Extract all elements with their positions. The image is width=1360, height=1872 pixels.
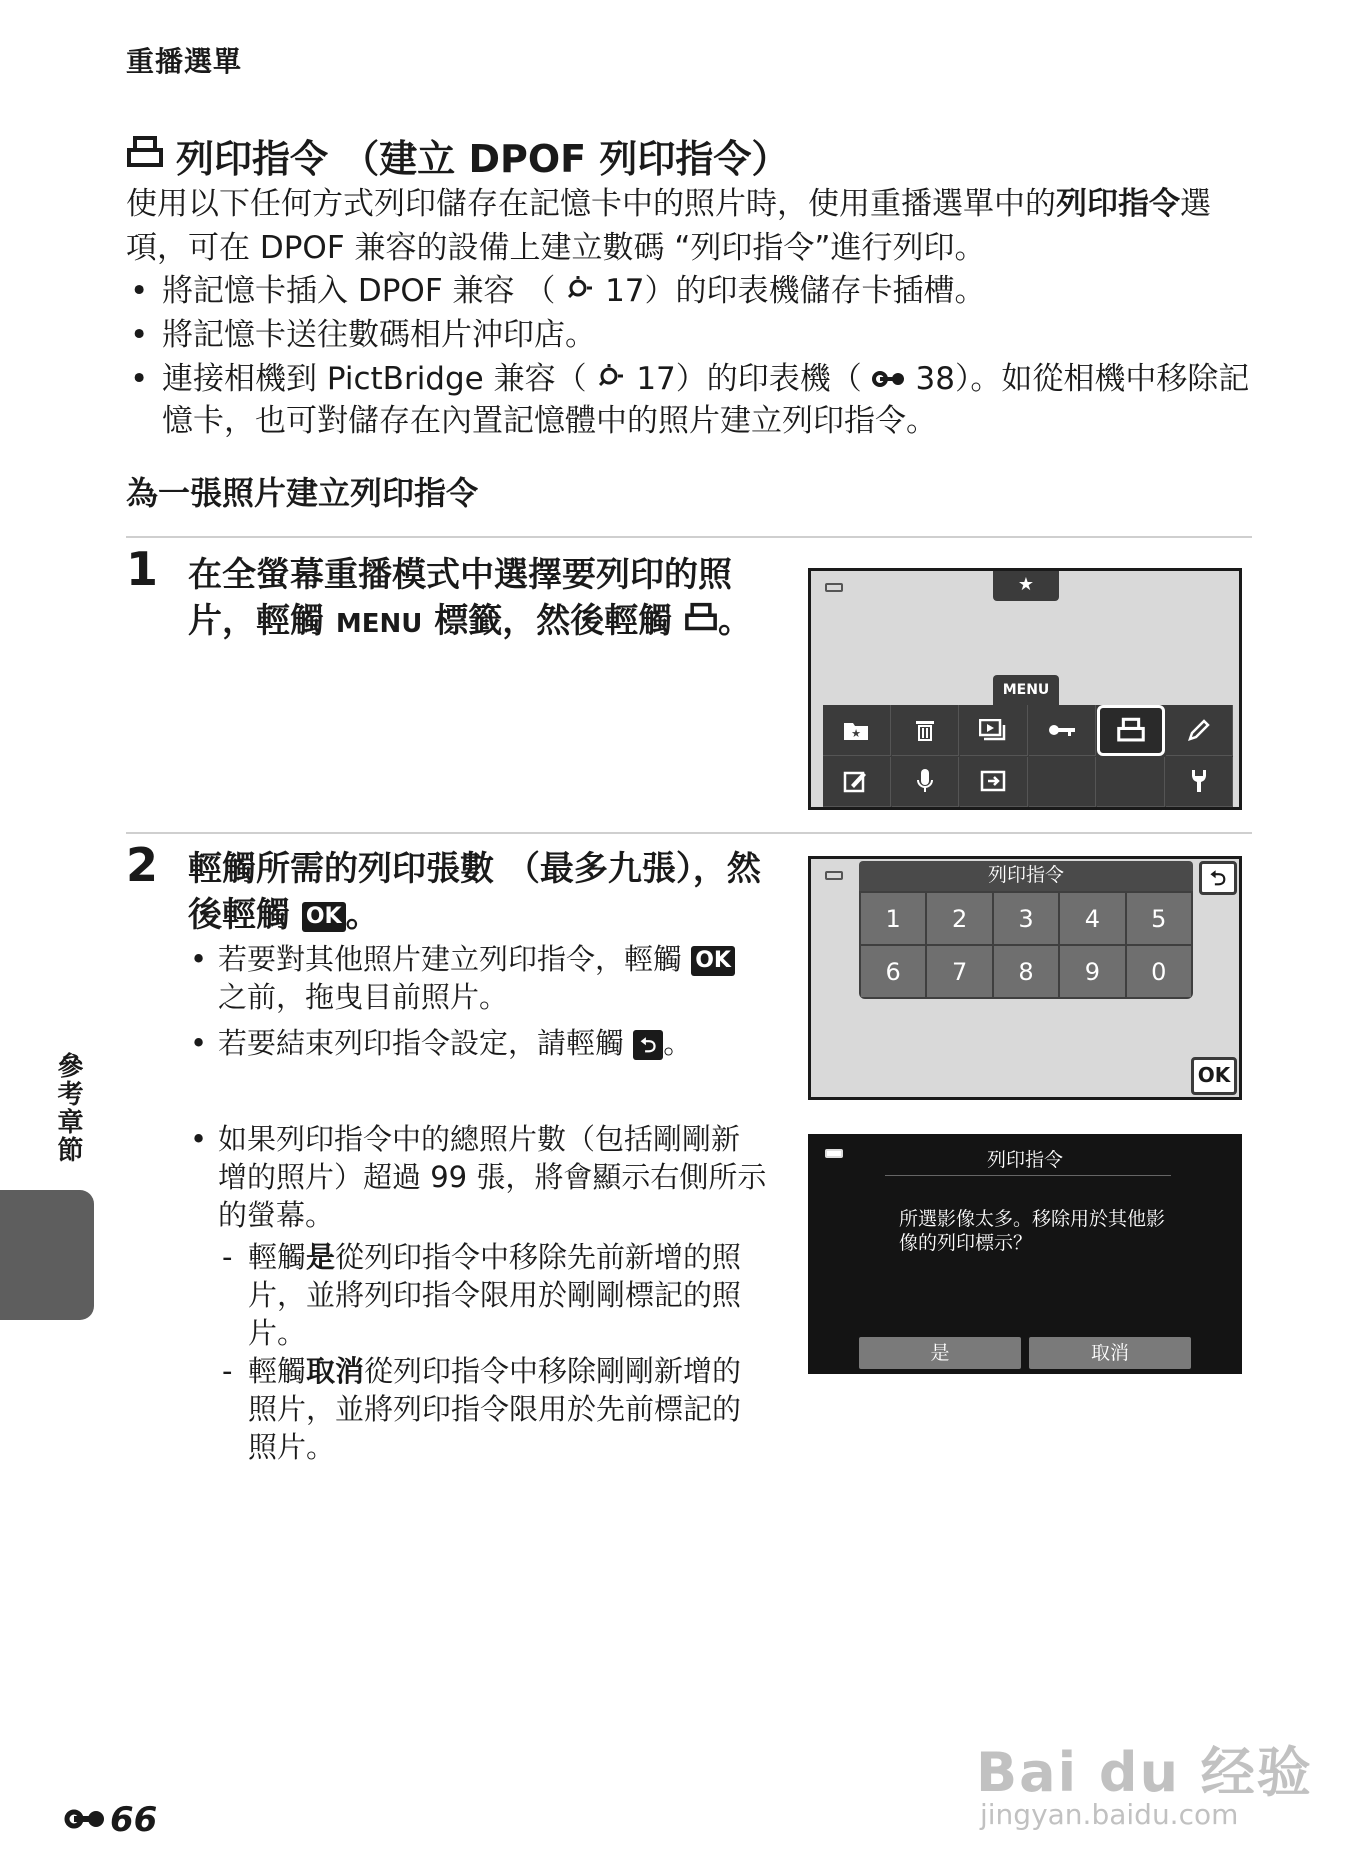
- step-text: 。: [718, 601, 753, 641]
- option-text: 輕觸: [248, 1240, 307, 1274]
- protect-icon[interactable]: [1029, 705, 1097, 756]
- watermark-brand: Bai du 经验: [976, 1741, 1313, 1804]
- list-item: [188, 1120, 768, 1466]
- divider: [885, 1175, 1171, 1176]
- intro-paragraph: [126, 182, 1256, 270]
- list-item: [218, 1238, 768, 1352]
- back-button[interactable]: ⮌: [1199, 861, 1237, 895]
- note-text: 若要結束列印指令設定，請輕觸: [218, 1026, 634, 1060]
- overflow-note: [188, 1120, 768, 1474]
- bullet-text: 將記憶卡插入 DPOF 兼容 （: [162, 273, 556, 309]
- empty-slot: [1097, 757, 1165, 808]
- yes-button[interactable]: 是: [859, 1337, 1021, 1369]
- key-6[interactable]: 6: [861, 946, 925, 997]
- bullet-text: 將記憶卡送往數碼相片沖印店。: [162, 317, 596, 353]
- number-keypad: [859, 891, 1193, 999]
- step-2-text: [188, 846, 778, 938]
- battery-icon: [825, 871, 843, 880]
- step-text: 在全螢幕重播模式中選擇要列印的照片，輕觸: [188, 555, 732, 641]
- option-text: 輕觸: [248, 1354, 307, 1388]
- chapter-label: 參考章節: [53, 1052, 83, 1164]
- option-text: 從列印指令中移除剛剛新增的照片，並將列印指令限用於先前標記的照片。: [248, 1354, 742, 1464]
- note-text: 之前，拖曳目前照片。: [218, 980, 509, 1014]
- step-number: 1: [126, 542, 159, 596]
- subheading: 為一張照片建立列印指令: [126, 474, 479, 512]
- title-text: 列印指令 （建立 DPOF 列印指令）: [176, 137, 790, 181]
- chapter-tab: [0, 1190, 94, 1320]
- slideshow-icon[interactable]: [960, 705, 1028, 756]
- dialog-message: 所選影像太多。移除用於其他影像的列印標示？: [899, 1208, 1166, 1254]
- page-ref: 38: [915, 361, 955, 397]
- key-5[interactable]: 5: [1127, 893, 1191, 944]
- page-number-text: 66: [110, 1800, 158, 1840]
- intro-bold: 列印指令: [1056, 186, 1180, 222]
- back-icon: ⮌: [633, 1030, 663, 1060]
- method-list: [126, 270, 1256, 444]
- divider: [126, 832, 1252, 834]
- voice-memo-edit-icon[interactable]: [823, 757, 891, 808]
- note-text: 。: [663, 1026, 693, 1060]
- ok-button[interactable]: OK: [1191, 1057, 1237, 1095]
- copy-icon[interactable]: [960, 757, 1028, 808]
- favorite-icon[interactable]: [823, 705, 891, 756]
- step-2-notes: [188, 940, 768, 1070]
- reference-icon: [587, 361, 637, 397]
- menu-tab[interactable]: MENU: [993, 675, 1059, 705]
- list-item: [218, 1352, 768, 1466]
- option-list: [218, 1238, 768, 1466]
- ok-icon: OK: [691, 946, 735, 976]
- reference-icon: [555, 273, 605, 309]
- option-bold: 取消: [306, 1354, 365, 1388]
- list-item: [126, 270, 1256, 312]
- menu-icon-grid: [823, 705, 1233, 807]
- print-order-icon: [684, 601, 718, 641]
- bullet-text: ）的印表機（: [675, 361, 862, 397]
- too-many-images-dialog: [808, 1134, 1242, 1374]
- dialog-title: 列印指令: [986, 1149, 1063, 1171]
- key-9[interactable]: 9: [1060, 946, 1124, 997]
- bullet-text: ）的印表機儲存卡插槽。: [644, 273, 986, 309]
- list-item: [126, 314, 1256, 356]
- watermark-url: jingyan.baidu.com: [980, 1798, 1239, 1831]
- reference-section-icon: [862, 361, 916, 397]
- step-number: 2: [126, 838, 159, 892]
- battery-icon: [825, 583, 843, 592]
- key-8[interactable]: 8: [994, 946, 1058, 997]
- divider: [126, 536, 1252, 538]
- intro-text-2: 選項，可在 DPOF 兼容的設備上建立數碼 “列印指令”進行列印。: [126, 186, 1211, 266]
- playback-menu-screen: [808, 568, 1242, 810]
- intro-text-1: 使用以下任何方式列印儲存在記憶卡中的照片時，使用重播選單中的: [126, 186, 1056, 222]
- list-item: [188, 1024, 768, 1062]
- bullet-text: 連接相機到 PictBridge 兼容（: [162, 361, 587, 397]
- list-item: [126, 358, 1256, 442]
- setup-wrench-icon[interactable]: [1166, 757, 1234, 808]
- key-2[interactable]: 2: [927, 893, 991, 944]
- key-1[interactable]: 1: [861, 893, 925, 944]
- page-number: [64, 1800, 157, 1840]
- print-order-icon: [126, 134, 164, 178]
- ok-icon: OK: [302, 902, 346, 932]
- key-3[interactable]: 3: [994, 893, 1058, 944]
- step-1-text: [188, 552, 778, 647]
- print-order-icon[interactable]: [1097, 705, 1165, 756]
- cancel-button[interactable]: 取消: [1029, 1337, 1191, 1369]
- key-0[interactable]: 0: [1127, 946, 1191, 997]
- note-text: 若要對其他照片建立列印指令，輕觸: [218, 942, 692, 976]
- voice-memo-icon[interactable]: [892, 757, 960, 808]
- screen-title: 列印指令: [859, 861, 1193, 891]
- option-bold: 是: [306, 1240, 336, 1274]
- step-text: 輕觸所需的列印張數 （最多九張），然後輕觸: [188, 849, 761, 935]
- bullet-text: ）。如從相機中移除記憶卡，也可對儲存在內置記憶體中的照片建立列印指令。: [162, 361, 1250, 439]
- delete-icon[interactable]: [892, 705, 960, 756]
- reference-section-icon: [64, 1800, 108, 1840]
- key-4[interactable]: 4: [1060, 893, 1124, 944]
- page-ref: 17: [605, 273, 645, 309]
- key-7[interactable]: 7: [927, 946, 991, 997]
- step-text: 標籤，然後輕觸: [422, 601, 685, 641]
- option-text: 從列印指令中移除先前新增的照片，並將列印指令限用於剛剛標記的照片。: [248, 1240, 742, 1350]
- menu-word: MENU: [335, 609, 423, 639]
- empty-slot: [1029, 757, 1097, 808]
- print-order-count-screen: [808, 856, 1242, 1100]
- page-ref: 17: [636, 361, 676, 397]
- list-item: [188, 940, 768, 1016]
- section-header: 重播選單: [126, 45, 243, 78]
- svg-text:★: ★: [851, 726, 862, 740]
- page-title: [126, 128, 789, 183]
- favorite-tab[interactable]: ★: [993, 571, 1059, 601]
- retouch-icon[interactable]: [1166, 705, 1234, 756]
- note-text: 如果列印指令中的總照片數（包括剛剛新增的照片）超過 99 張，將會顯示右側所示的螢幕。: [218, 1122, 767, 1232]
- step-text: 。: [345, 895, 380, 935]
